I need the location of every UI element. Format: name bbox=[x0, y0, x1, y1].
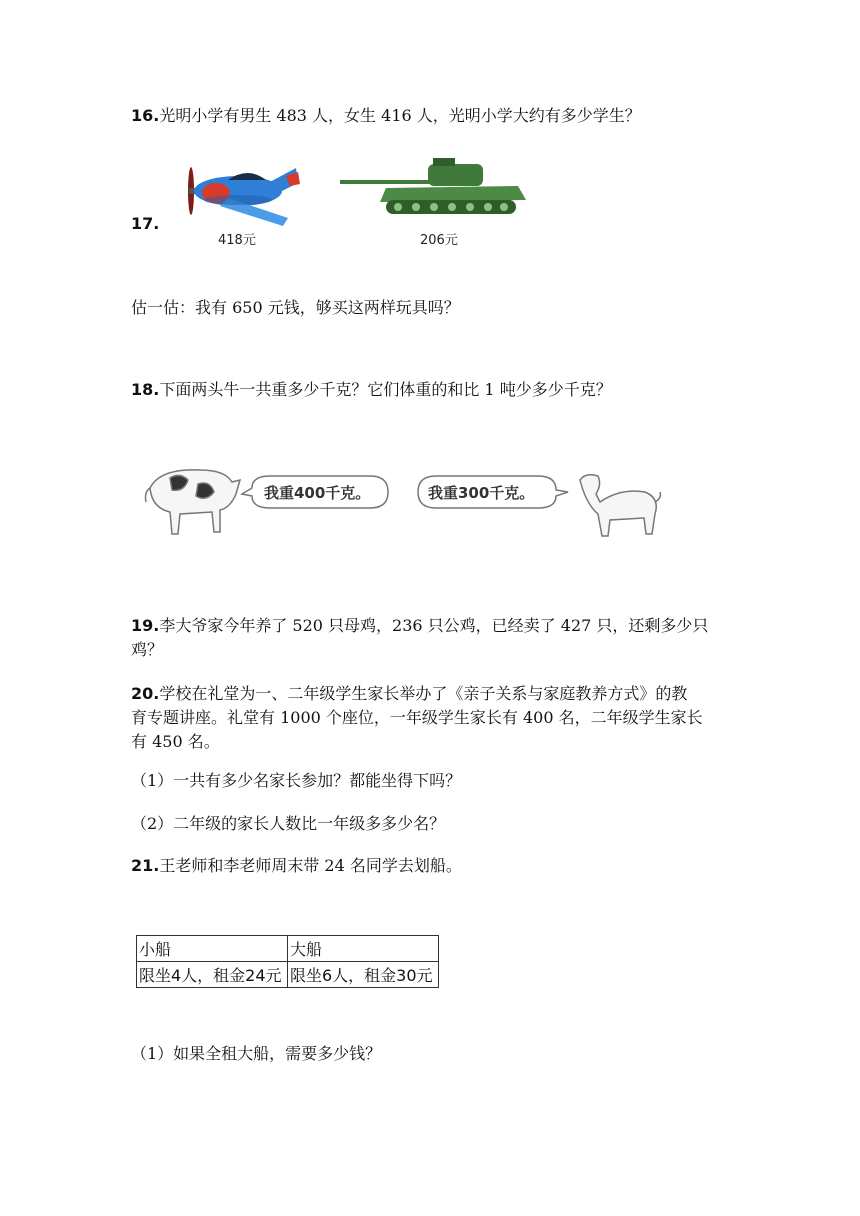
question-19-line2: 鸡？ bbox=[131, 640, 164, 659]
question-17-number-wrap bbox=[131, 212, 161, 236]
question-21 bbox=[131, 854, 731, 878]
question-text: 光明小学有男生 483 人，女生 416 人，光明小学大约有多少学生？ bbox=[159, 106, 641, 125]
question-text: 下面两头牛一共重多少千克？它们体重的和比 1 吨少多少千克？ bbox=[159, 380, 612, 399]
question-number: 17. bbox=[131, 214, 160, 233]
question-number: 19. bbox=[131, 616, 160, 635]
cows-image bbox=[140, 458, 670, 552]
question-18 bbox=[131, 378, 731, 402]
tank-price: 206元 bbox=[420, 233, 458, 248]
cow1-speech: 我重400千克。 bbox=[264, 484, 371, 502]
question-21-sub1: （1）如果全租大船，需要多少钱？ bbox=[131, 1044, 382, 1063]
question-20 bbox=[131, 682, 731, 706]
boat-rental-table bbox=[136, 935, 439, 988]
toy-plane-icon bbox=[188, 167, 300, 226]
toy-tank-icon bbox=[340, 158, 526, 214]
question-text-line1: 李大爷家今年养了 520 只母鸡，236 只公鸡，已经卖了 427 只，还剩多少只 bbox=[159, 616, 709, 635]
question-20-sub2: （2）二年级的家长人数比一年级多多少名？ bbox=[131, 814, 446, 833]
question-text: 王老师和李老师周末带 24 名同学去划船。 bbox=[159, 856, 462, 875]
cow2-speech: 我重300千克。 bbox=[428, 484, 535, 502]
cow-icon bbox=[146, 470, 241, 534]
table-row bbox=[137, 936, 439, 962]
question-text-line1: 学校在礼堂为一、二年级学生家长举办了《亲子关系与家庭教养方式》的教 bbox=[159, 684, 688, 703]
question-20-line3: 有 450 名。 bbox=[131, 732, 220, 751]
question-19 bbox=[131, 614, 731, 638]
table-cell: 限坐6人，租金30元 bbox=[288, 962, 439, 988]
table-cell: 限坐4人，租金24元 bbox=[137, 962, 288, 988]
plane-price: 418元 bbox=[218, 233, 256, 248]
toys-image bbox=[158, 148, 548, 257]
table-row bbox=[137, 962, 439, 988]
question-16 bbox=[131, 104, 731, 128]
question-20-line2: 育专题讲座。礼堂有 1000 个座位，一年级学生家长有 400 名，二年级学生家长 bbox=[131, 708, 703, 727]
question-17-text: 估一估：我有 650 元钱，够买这两样玩具吗？ bbox=[131, 298, 460, 317]
table-header-cell: 小船 bbox=[137, 936, 288, 962]
question-number: 18. bbox=[131, 380, 160, 399]
cow-icon bbox=[580, 475, 660, 536]
table-header-cell: 大船 bbox=[288, 936, 439, 962]
question-number: 16. bbox=[131, 106, 160, 125]
question-20-sub1: （1）一共有多少名家长参加？都能坐得下吗？ bbox=[131, 771, 462, 790]
question-number: 21. bbox=[131, 856, 160, 875]
question-number: 20. bbox=[131, 684, 160, 703]
